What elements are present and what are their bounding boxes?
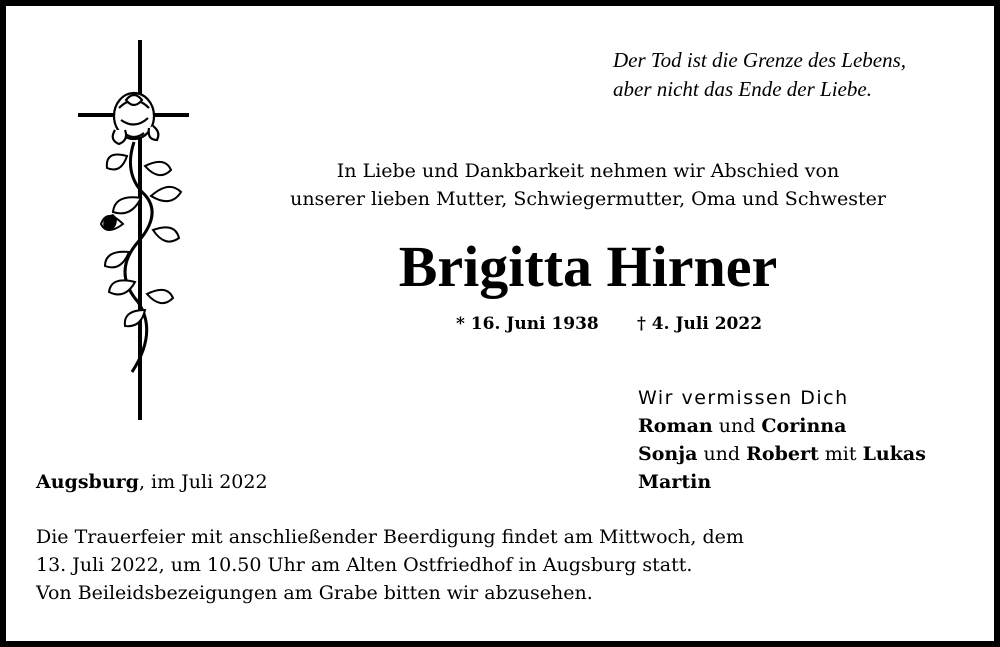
- quote: [613, 46, 906, 104]
- survivor-name: Lukas: [862, 443, 926, 465]
- survivors: [638, 384, 926, 496]
- notice-line-1: Die Trauerfeier mit anschließender Beerdigung findet am Mittwoch, dem: [36, 526, 744, 548]
- intro-line-2: unserer lieben Mutter, Schwiegermutter, Oma und Schwester: [290, 188, 886, 210]
- survivors-row-3: [638, 468, 926, 496]
- survivors-heading: Wir vermissen Dich: [638, 387, 849, 409]
- conjunction: und: [712, 415, 762, 437]
- conjunction: mit: [818, 443, 863, 465]
- intro-text: [238, 157, 938, 213]
- survivor-name: Corinna: [761, 415, 847, 437]
- conjunction: und: [697, 443, 747, 465]
- deceased-name: Brigitta Hirner: [398, 234, 778, 299]
- quote-line-1: Der Tod ist die Grenze des Lebens,: [613, 48, 907, 72]
- place-date: [36, 468, 268, 496]
- notice-line-3: Von Beileidsbezeigungen am Grabe bitten wir abzusehen.: [36, 582, 593, 604]
- survivor-name: Sonja: [638, 443, 698, 465]
- survivor-name: Martin: [638, 471, 712, 493]
- obituary-card: [6, 6, 994, 641]
- survivor-name: Roman: [638, 415, 713, 437]
- survivor-name: Robert: [746, 443, 819, 465]
- place-month: , im Juli 2022: [138, 471, 268, 493]
- place-city: Augsburg: [36, 471, 139, 493]
- survivors-row-2: [638, 440, 926, 468]
- intro-line-1: In Liebe und Dankbarkeit nehmen wir Abschied von: [336, 160, 840, 182]
- cross-with-rose-icon: [71, 38, 201, 422]
- funeral-notice: [36, 523, 956, 607]
- birth-date: * 16. Juni 1938: [456, 314, 599, 334]
- death-date: † 4. Juli 2022: [637, 314, 763, 334]
- quote-line-2: aber nicht das Ende der Liebe.: [613, 77, 872, 101]
- notice-line-2: 13. Juli 2022, um 10.50 Uhr am Alten Ostfriedhof in Augsburg statt.: [36, 554, 693, 576]
- survivors-row-1: [638, 412, 926, 440]
